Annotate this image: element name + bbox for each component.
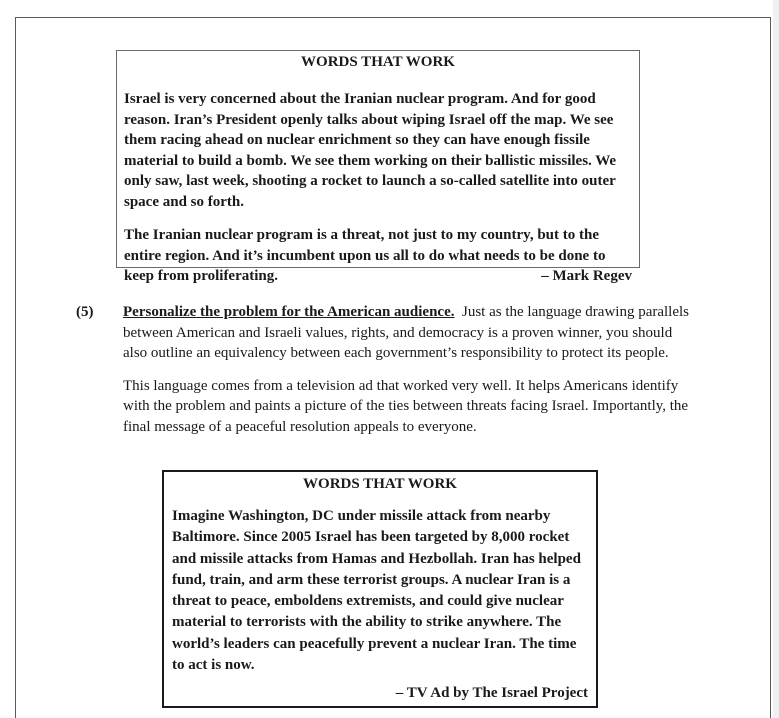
words-that-work-box-2 xyxy=(162,470,598,708)
box-title: WORDS THAT WORK xyxy=(301,54,455,70)
section-paragraph-1-text: Just as the language drawing parallels between American and Israeli values, rights, and democracy is a proven winner, you should also outline an equivalency between each government’s responsibility to protect its people. xyxy=(123,304,689,361)
box-paragraph-1: Israel is very concerned about the Iranian nuclear program. And for good reason. Iran’s President openly talks about wiping Israel off the map. We see them racing ahead on nuclear enrichment so they can have enough fissile material to build a bomb. We see them working on their ballistic missiles. We only saw, last week, shooting a rocket to launch a so-called satellite into outer space and so forth. xyxy=(124,91,617,210)
section-5 xyxy=(76,302,696,437)
box-paragraph-2-text: The Iranian nuclear program is a threat, not just to my country, but to the entire region. And it’s incumbent upon us all to do what needs to be done to keep from proliferating. xyxy=(124,227,606,284)
attribution: – TV Ad by The Israel Project xyxy=(395,685,588,702)
section-heading: Personalize the problem for the American audience. xyxy=(123,304,455,320)
section-number: (5) xyxy=(76,304,94,320)
section-paragraph-1 xyxy=(123,302,696,364)
section-paragraph-2: This language comes from a television ad that worked very well. It helps Americans identify with the problem and paints a picture of the ties between threats facing Israel. Importantly, the final message of a peaceful resolution appeals to everyone. xyxy=(123,377,689,435)
box-paragraph-2 xyxy=(124,225,632,287)
box-paragraph: Imagine Washington, DC under missile attack from nearby Baltimore. Since 2005 Israel has been targeted by 8,000 rocket and missile attacks from Hamas and Hezbollah. Iran has helped fund, train, and arm these terrorist groups. A nuclear Iran is a threat to peace, emboldens extremists, and could give nuclear material to terrorists with the ability to strike anywhere. The world’s leaders can peacefully prevent a nuclear Iran. The time to act is now. xyxy=(172,508,581,674)
section-body xyxy=(123,302,696,437)
attribution: – Mark Regev xyxy=(541,268,632,284)
box-title: WORDS THAT WORK xyxy=(303,476,457,492)
words-that-work-box-1 xyxy=(116,50,640,284)
window-edge xyxy=(773,0,779,718)
